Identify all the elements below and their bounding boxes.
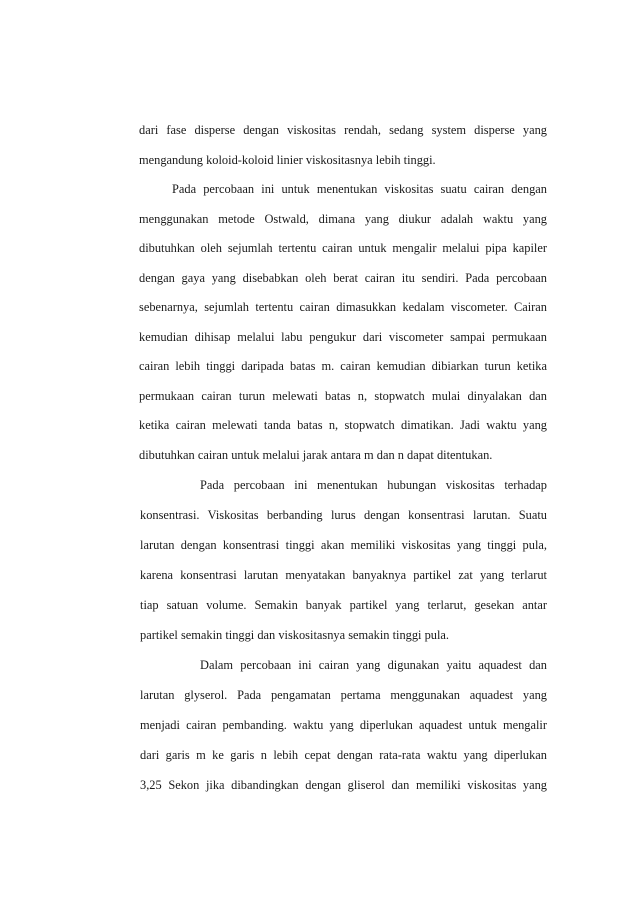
text-line: 3,25 Sekon jika dibandingkan dengan gliserol dan memiliki viskositas yang (140, 778, 547, 792)
text-line: cairan lebih tinggi daripada batas m. cairan kemudian dibiarkan turun ketika (139, 359, 547, 373)
text-line: ketika cairan melewati tanda batas n, stopwatch dimatikan. Jadi waktu yang (139, 418, 547, 432)
text-line: menjadi cairan pembanding. waktu yang diperlukan aquadest untuk mengalir (140, 718, 547, 732)
text-line: karena konsentrasi larutan menyatakan banyaknya partikel zat yang terlarut (140, 568, 547, 582)
text-line: tiap satuan volume. Semakin banyak partikel yang terlarut, gesekan antar (140, 598, 547, 612)
text-line: dari garis m ke garis n lebih cepat dengan rata-rata waktu yang diperlukan (140, 748, 547, 762)
text-line: larutan glyserol. Pada pengamatan pertama menggunakan aquadest yang (140, 688, 547, 702)
text-line: partikel semakin tinggi dan viskositasnya semakin tinggi pula. (140, 628, 450, 642)
text-line: dari fase disperse dengan viskositas rendah, sedang system disperse yang (139, 123, 547, 137)
text-line: kemudian dihisap melalui labu pengukur dari viscometer sampai permukaan (139, 330, 547, 344)
text-line: sebenarnya, sejumlah tertentu cairan dimasukkan kedalam viscometer. Cairan (139, 300, 547, 314)
paragraph-start-line: Dalam percobaan ini cairan yang digunakan yaitu aquadest dan (200, 658, 547, 672)
text-line: dengan gaya yang disebabkan oleh berat cairan itu sendiri. Pada percobaan (139, 271, 547, 285)
paragraph-start-line: Pada percobaan ini untuk menentukan viskositas suatu cairan dengan (172, 182, 547, 196)
text-line: larutan dengan konsentrasi tinggi akan memiliki viskositas yang tinggi pula, (140, 538, 547, 552)
text-line: dibutuhkan oleh sejumlah tertentu cairan untuk mengalir melalui pipa kapiler (139, 241, 547, 255)
text-line: dibutuhkan cairan untuk melalui jarak antara m dan n dapat ditentukan. (139, 448, 493, 462)
text-line: mengandung koloid-koloid linier viskositasnya lebih tinggi. (139, 153, 436, 167)
text-line: menggunakan metode Ostwald, dimana yang diukur adalah waktu yang (139, 212, 547, 226)
paragraph-start-line: Pada percobaan ini menentukan hubungan viskositas terhadap (200, 478, 547, 492)
text-line: konsentrasi. Viskositas berbanding lurus dengan konsentrasi larutan. Suatu (140, 508, 547, 522)
text-line: permukaan cairan turun melewati batas n, stopwatch mulai dinyalakan dan (139, 389, 547, 403)
